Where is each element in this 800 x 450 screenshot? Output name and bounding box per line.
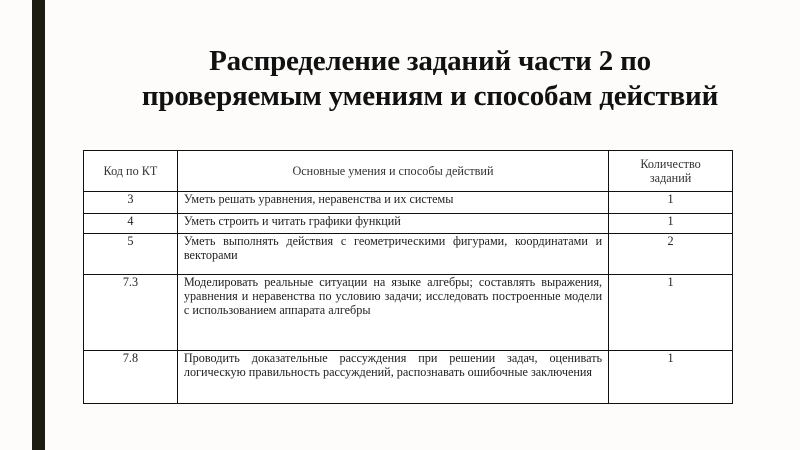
cell-count: 2	[609, 234, 733, 275]
cell-skill: Моделировать реальные ситуации на языке алгебры; составлять выражения, уравнения и неравенства по условию задачи; исследовать построенные модели с использованием аппарата алгебры	[177, 275, 608, 351]
cell-code: 4	[84, 214, 178, 234]
cell-count: 1	[609, 351, 733, 404]
slide-title	[60, 44, 800, 114]
cell-skill: Проводить доказательные рассуждения при решении задач, оценивать логическую правильность рассуждений, распознавать ошибочные заключения	[177, 351, 608, 404]
table-row	[84, 275, 733, 351]
cell-skill: Уметь решать уравнения, неравенства и их системы	[177, 192, 608, 214]
cell-count: 1	[609, 192, 733, 214]
table-row	[84, 192, 733, 214]
cell-code: 3	[84, 192, 178, 214]
accent-side-bar	[32, 0, 45, 450]
cell-count: 1	[609, 214, 733, 234]
cell-code: 7.8	[84, 351, 178, 404]
header-count-line-1: Количество	[640, 157, 701, 171]
table-row	[84, 234, 733, 275]
table-header-row	[84, 151, 733, 192]
slide-title-line-1: Распределение заданий части 2 по	[209, 45, 651, 77]
header-count-line-2: заданий	[649, 171, 692, 185]
cell-code: 5	[84, 234, 178, 275]
skills-distribution-table	[83, 150, 733, 404]
cell-code: 7.3	[84, 275, 178, 351]
cell-count: 1	[609, 275, 733, 351]
table-row	[84, 214, 733, 234]
table-row	[84, 351, 733, 404]
header-code: Код по КТ	[84, 151, 178, 192]
cell-skill: Уметь выполнять действия с геометрическими фигурами, координатами и векторами	[177, 234, 608, 275]
cell-skill: Уметь строить и читать графики функций	[177, 214, 608, 234]
header-count	[609, 151, 733, 192]
header-skill: Основные умения и способы действий	[177, 151, 608, 192]
slide-title-line-2: проверяемым умениям и способам действий	[141, 80, 719, 112]
